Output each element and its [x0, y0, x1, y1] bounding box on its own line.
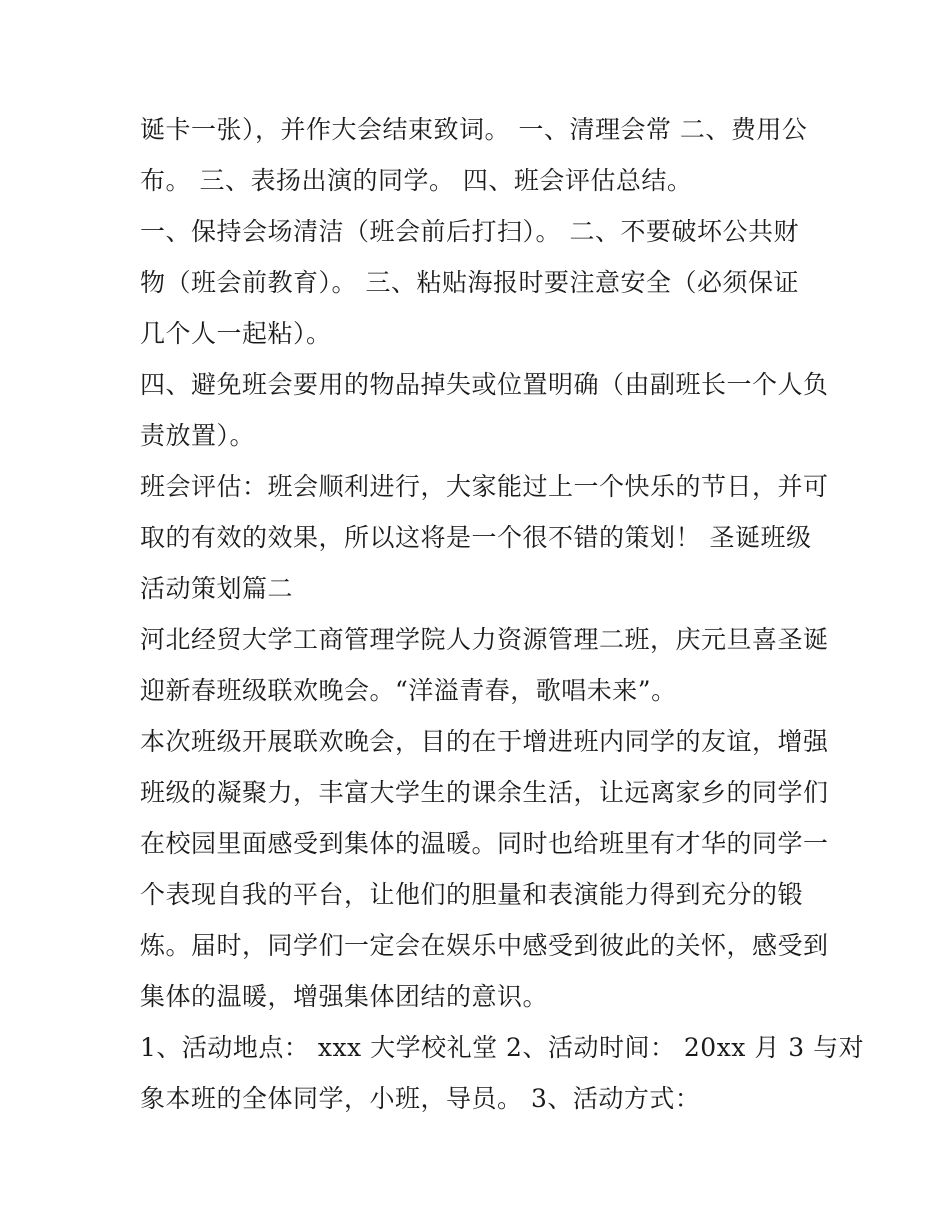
text-line: 炼。届时，同学们一定会在娱乐中感受到彼此的关怀，感受到 — [140, 931, 829, 960]
text-line: 本次班级开展联欢晚会，目的在于增进班内同学的友谊，增强 — [140, 727, 829, 756]
text-line: 在校园里面感受到集体的温暖。同时也给班里有才华的同学一 — [140, 829, 829, 858]
text-line: 一、保持会场清洁（班会前后打扫）。 二、不要破坏公共财 — [140, 217, 799, 246]
text-line: 活动策划篇二 — [140, 574, 294, 603]
text-line: 取的有效的效果，所以这将是一个很不错的策划！ 圣诞班级 — [140, 523, 812, 552]
text-line: 象本班的全体同学，小班，导员。 3、活动方式： — [140, 1084, 701, 1113]
text-line: 诞卡一张），并作大会结束致词。 一、清理会常 二、费用公 — [140, 115, 808, 144]
text-line: 责放置）。 — [140, 421, 256, 450]
text-line: 班会评估：班会顺利进行，大家能过上一个快乐的节日，并可 — [140, 472, 829, 501]
text-line: 物（班会前教育）。 三、粘贴海报时要注意安全（必须保证 — [140, 268, 799, 297]
text-line: 布。 三、表扬出演的同学。 四、班会评估总结。 — [140, 166, 693, 195]
text-line: 集体的温暖，增强集体团结的意识。 — [140, 982, 549, 1011]
text-line: 四、避免班会要用的物品掉失或位置明确（由副班长一个人负 — [140, 370, 829, 399]
document-body — [140, 104, 865, 1124]
text-line: 1、活动地点： xxx 大学校礼堂 2、活动时间： 20xx 月 3 与对 — [140, 1033, 865, 1062]
text-line: 几个人一起粘）。 — [140, 319, 332, 348]
text-line: 个表现自我的平台，让他们的胆量和表演能力得到充分的锻 — [140, 880, 804, 909]
text-line: 迎新春班级联欢晚会。“洋溢青春，歌唱未来”。 — [140, 676, 677, 705]
text-line: 河北经贸大学工商管理学院人力资源管理二班，庆元旦喜圣诞 — [140, 625, 829, 654]
text-line: 班级的凝聚力，丰富大学生的课余生活，让远离家乡的同学们 — [140, 778, 829, 807]
